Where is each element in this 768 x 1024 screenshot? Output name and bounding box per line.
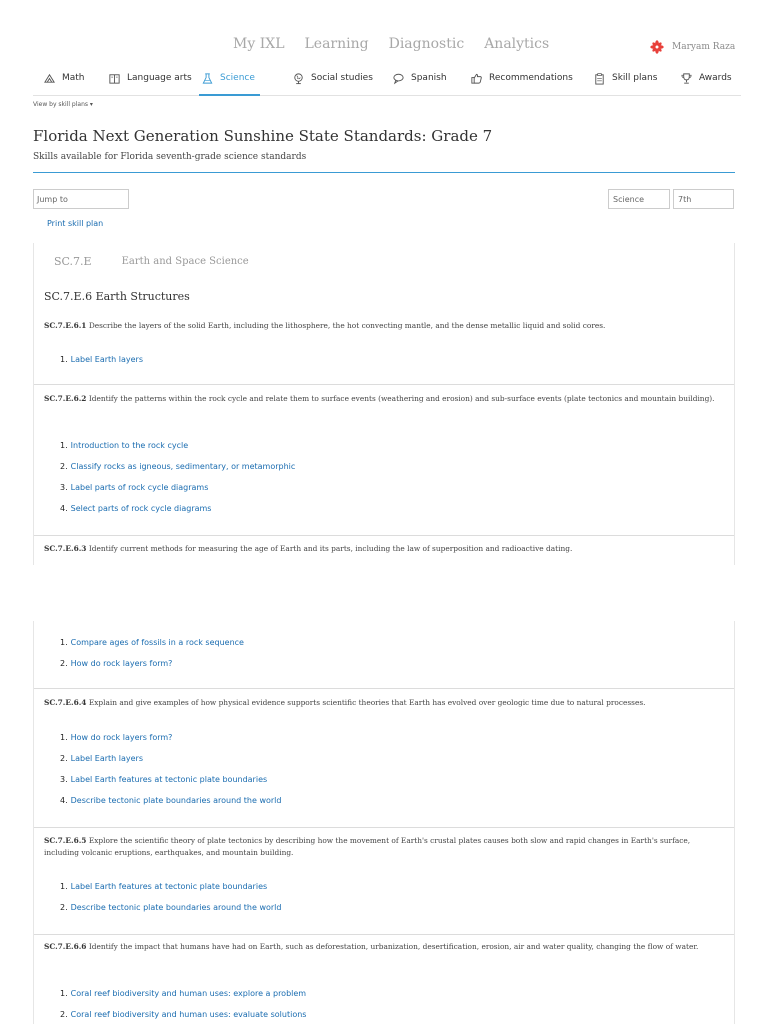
category-name: Earth and Space Science [121, 256, 249, 267]
skill-list-sc7e66 [60, 988, 306, 1024]
print-skill-plan-link[interactable]: Print skill plan [47, 219, 104, 228]
divider [34, 827, 734, 828]
grade-select[interactable]: 7th [673, 189, 734, 209]
list-item: 1. How do rock layers form? [60, 733, 173, 742]
list-item: 2. Classify rocks as igneous, sedimentary, or metamorphic [60, 462, 296, 471]
skill-list-sc7e63 [60, 637, 244, 679]
tab-recommendations[interactable]: Recommendations [470, 68, 573, 96]
page-title: Florida Next Generation Sunshine State Standards: Grade 7 [33, 127, 493, 145]
skill-list-sc7e61 [60, 354, 143, 375]
tab-skill-plans[interactable]: Skill plans [593, 68, 657, 96]
tab-math[interactable]: Math [43, 68, 85, 96]
tab-science[interactable]: Science [199, 68, 260, 96]
jump-to-input[interactable]: Jump to [33, 189, 129, 209]
clipboard-icon [593, 72, 606, 85]
math-icon [43, 72, 56, 85]
list-item: 2. How do rock layers form? [60, 659, 173, 668]
list-item: 3. Label Earth features at tectonic plate boundaries [60, 775, 268, 784]
standard-sc7e61: SC.7.E.6.1 Describe the layers of the solid Earth, including the lithosphere, the hot convecting mantle, and the dense metallic liquid and solid cores. [44, 321, 606, 330]
subject-select[interactable]: Science [608, 189, 670, 209]
speech-icon [392, 72, 405, 85]
list-item: 1. Compare ages of fossils in a rock sequence [60, 638, 244, 647]
thumbs-up-icon [470, 72, 483, 85]
main-nav [233, 36, 549, 52]
skill-link[interactable]: Label Earth features at tectonic plate boundaries [70, 775, 268, 784]
nav-diagnostic[interactable]: Diagnostic [388, 36, 465, 52]
tab-spanish[interactable]: Spanish [392, 68, 447, 96]
skill-list-sc7e62 [60, 440, 295, 524]
flask-icon [201, 72, 214, 85]
tab-social-studies[interactable]: Social studies [292, 68, 373, 96]
skill-link[interactable]: How do rock layers form? [70, 659, 173, 668]
list-item: 4. Select parts of rock cycle diagrams [60, 504, 212, 513]
list-item: 1. Label Earth layers [60, 355, 143, 364]
list-item: 4. Describe tectonic plate boundaries around the world [60, 796, 282, 805]
tab-language-arts[interactable]: Language arts [108, 68, 192, 96]
standard-sc7e63: SC.7.E.6.3 Identify current methods for measuring the age of Earth and its parts, including the law of superposition and radioactive dating. [44, 544, 573, 553]
list-item: 2. Coral reef biodiversity and human uses: evaluate solutions [60, 1010, 307, 1019]
divider [34, 688, 734, 689]
list-item: 2. Label Earth layers [60, 754, 143, 763]
title-divider [33, 172, 735, 173]
standard-sc7e66: SC.7.E.6.6 Identify the impact that humans have had on Earth, such as deforestation, urbanization, desertification, erosion, air and water quality, changing the flow of water. [44, 942, 699, 951]
skill-link[interactable]: Label Earth features at tectonic plate boundaries [70, 882, 268, 891]
category-header [54, 255, 249, 268]
skill-list-sc7e65 [60, 881, 281, 923]
skill-link[interactable]: Label parts of rock cycle diagrams [70, 483, 209, 492]
standards-panel-bottom [33, 621, 735, 1024]
skill-link[interactable]: Coral reef biodiversity and human uses: evaluate solutions [70, 1010, 307, 1019]
skill-list-sc7e64 [60, 732, 281, 816]
list-item: 2. Describe tectonic plate boundaries around the world [60, 903, 282, 912]
top-navigation [0, 36, 768, 56]
flower-avatar-icon [650, 40, 664, 54]
category-code: SC.7.E [54, 255, 92, 268]
skill-link[interactable]: Coral reef biodiversity and human uses: explore a problem [70, 989, 307, 998]
standard-sc7e65: SC.7.E.6.5 Explore the scientific theory of plate tectonics by describing how the movement of Earth's crustal plates causes both slow and rapid changes in Earth's surface, including volcanic eruptions, earthquakes, and mountain building. [44, 836, 691, 857]
subject-tabs [33, 68, 741, 96]
skill-link[interactable]: Label Earth layers [70, 754, 143, 763]
skill-link[interactable]: Select parts of rock cycle diagrams [70, 504, 212, 513]
divider [34, 934, 734, 935]
globe-icon [292, 72, 305, 85]
nav-learning[interactable]: Learning [304, 36, 369, 52]
skill-link[interactable]: Compare ages of fossils in a rock sequence [70, 638, 244, 647]
trophy-icon [680, 72, 693, 85]
skill-link[interactable]: Describe tectonic plate boundaries around the world [70, 796, 282, 805]
user-name: Maryam Raza [672, 42, 736, 52]
list-item: 1. Introduction to the rock cycle [60, 441, 189, 450]
divider [34, 535, 734, 536]
nav-analytics[interactable]: Analytics [484, 36, 550, 52]
book-icon [108, 72, 121, 85]
skill-link[interactable]: Label Earth layers [70, 355, 143, 364]
nav-my-ixl[interactable]: My IXL [233, 36, 285, 52]
skill-link[interactable]: Classify rocks as igneous, sedimentary, or metamorphic [70, 462, 296, 471]
list-item: 1. Coral reef biodiversity and human uses: explore a problem [60, 989, 307, 998]
tab-awards[interactable]: Awards [680, 68, 732, 96]
group-heading: SC.7.E.6 Earth Structures [44, 290, 190, 303]
list-item: 1. Label Earth features at tectonic plate boundaries [60, 882, 268, 891]
page-subtitle: Skills available for Florida seventh-grade science standards [33, 152, 307, 162]
list-item: 3. Label parts of rock cycle diagrams [60, 483, 209, 492]
skill-link[interactable]: Describe tectonic plate boundaries around the world [70, 903, 282, 912]
user-menu[interactable] [650, 40, 735, 54]
standard-sc7e64: SC.7.E.6.4 Explain and give examples of how physical evidence supports scientific theories that Earth has evolved over geologic time due to natural processes. [44, 698, 646, 707]
view-by-dropdown[interactable]: View by skill plans ▾ [33, 101, 93, 108]
divider [34, 384, 734, 385]
standard-sc7e62: SC.7.E.6.2 Identify the patterns within the rock cycle and relate them to surface events (weathering and erosion) and sub-surface events (plate tectonics and mountain building). [44, 394, 715, 403]
standards-panel-top [33, 243, 735, 565]
skill-link[interactable]: Introduction to the rock cycle [70, 441, 189, 450]
skill-link[interactable]: How do rock layers form? [70, 733, 173, 742]
